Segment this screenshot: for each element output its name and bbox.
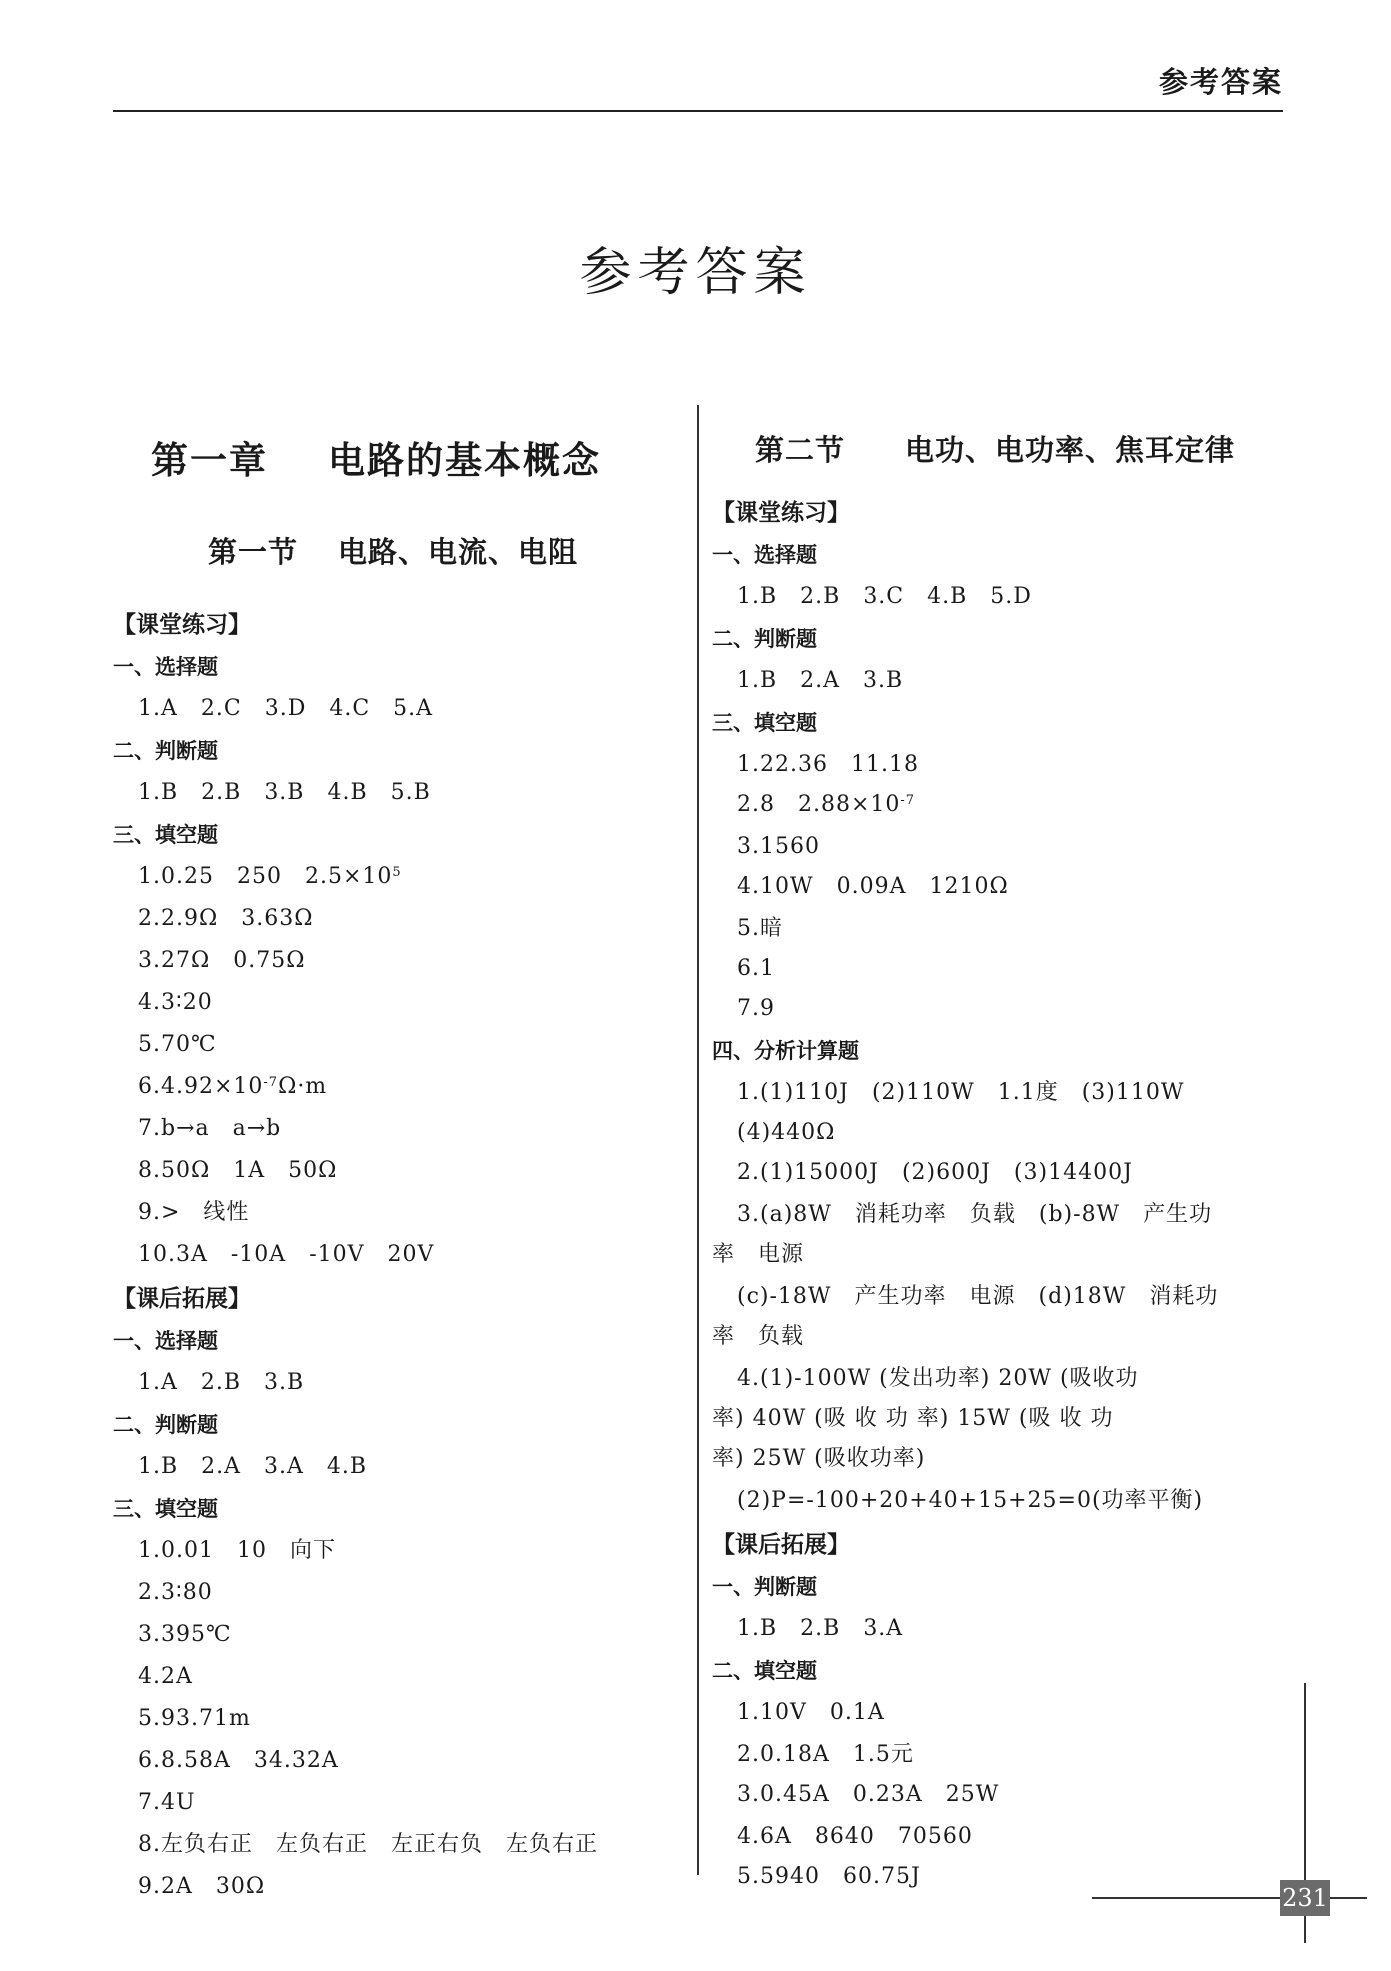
question-type-heading (113, 1410, 673, 1440)
line-text: 1.0.25 250 2.5×10 (138, 864, 393, 889)
answer-line (113, 1452, 673, 1482)
answer-line (712, 1078, 1284, 1108)
line-text: 5.70℃ (138, 1032, 217, 1057)
line-text: 1.B 2.A 3.A 4.B (138, 1454, 368, 1479)
line-text: 7.9 (737, 996, 775, 1021)
answer-line (712, 1118, 1284, 1148)
question-type-heading (113, 820, 673, 850)
answer-line (113, 862, 673, 892)
line-text: 7.b→a a→b (138, 1116, 282, 1141)
answer-line (712, 1200, 1284, 1230)
line-text: 一、选择题 (712, 543, 817, 567)
line-text: 4.2A (138, 1664, 193, 1689)
answer-line (712, 1282, 1284, 1312)
line-text: 三、填空题 (113, 823, 218, 847)
answer-line (113, 1788, 673, 1818)
exponent: -7 (263, 1075, 279, 1090)
line-text: 一、选择题 (113, 655, 218, 679)
exercise-heading (712, 498, 1284, 528)
line-text: 【课后拓展】 (712, 1532, 850, 1558)
answer-line (113, 1578, 673, 1608)
line-text: 四、分析计算题 (712, 1039, 859, 1063)
question-type-heading (712, 1656, 1284, 1686)
page-number: 231 (1280, 1880, 1330, 1916)
line-text: 二、判断题 (712, 627, 817, 651)
line-text: 10.3A -10A -10V 20V (138, 1242, 435, 1267)
exponent: 5 (392, 865, 402, 880)
line-text: 2.0.18A 1.5元 (737, 1742, 914, 1767)
answer-line-continued (712, 1404, 1284, 1434)
answer-line (712, 1822, 1284, 1852)
line-text: 1.B 2.B 3.B 4.B 5.B (138, 780, 431, 805)
answer-line (113, 1030, 673, 1060)
answer-line (113, 1072, 673, 1102)
line-text: 率 电源 (712, 1242, 805, 1267)
answer-line (712, 914, 1284, 944)
line-text: 8.50Ω 1A 50Ω (138, 1158, 338, 1183)
answer-line (712, 994, 1284, 1024)
line-text: 二、判断题 (113, 1413, 218, 1437)
exercise-heading (712, 1530, 1284, 1560)
question-type-heading (113, 652, 673, 682)
line-text: (4)440Ω (737, 1120, 836, 1145)
question-type-heading (712, 708, 1284, 738)
question-type-heading (712, 540, 1284, 570)
line-text: 1.B 2.B 3.C 4.B 5.D (737, 584, 1032, 609)
answer-line (113, 1746, 673, 1776)
answer-line-continued (712, 1322, 1284, 1352)
answer-line (712, 582, 1284, 612)
exercise-heading (113, 610, 673, 640)
line-text: 【课堂练习】 (113, 612, 251, 638)
exercise-heading (113, 1284, 673, 1314)
line-text: 4.10W 0.09A 1210Ω (737, 874, 1009, 899)
line-text: 1.A 2.C 3.D 4.C 5.A (138, 696, 434, 721)
question-type-heading (712, 624, 1284, 654)
line-text: 【课堂练习】 (712, 500, 850, 526)
line-text: 2.3∶80 (138, 1580, 213, 1605)
line-text: 5.93.71m (138, 1706, 251, 1731)
line-text: 三、填空题 (712, 711, 817, 735)
answer-line (113, 1240, 673, 1270)
line-text: 一、选择题 (113, 1329, 218, 1353)
answer-line (113, 1872, 673, 1902)
answer-line (113, 1662, 673, 1692)
answer-line (113, 988, 673, 1018)
line-text: 三、填空题 (113, 1497, 218, 1521)
line-text: 9.> 线性 (138, 1200, 250, 1225)
question-type-heading (113, 1326, 673, 1356)
section-number: 第二节 (755, 433, 846, 467)
line-text: 一、判断题 (712, 1575, 817, 1599)
line-text: 率) 25W (吸收功率) (712, 1446, 926, 1471)
line-text: 4.3∶20 (138, 990, 213, 1015)
answer-line (712, 1614, 1284, 1644)
section-name: 电功、电功率、焦耳定律 (905, 433, 1236, 467)
answer-line (712, 1364, 1284, 1394)
answer-line (113, 1156, 673, 1186)
answer-line (113, 946, 673, 976)
line-text: 1.(1)110J (2)110W 1.1度 (3)110W (737, 1080, 1185, 1105)
answer-line-continued (712, 1240, 1284, 1270)
line-text: 3.0.45A 0.23A 25W (737, 1782, 1000, 1807)
line-text: 4.(1)-100W (发出功率) 20W (吸收功 (737, 1366, 1139, 1391)
line-text: 5.暗 (737, 916, 783, 941)
answer-line-continued (712, 1444, 1284, 1474)
answer-line (113, 1620, 673, 1650)
line-text: 7.4U (138, 1790, 196, 1815)
question-type-heading (712, 1036, 1284, 1066)
answer-line (113, 1704, 673, 1734)
answer-line (113, 778, 673, 808)
line-text: 1.B 2.A 3.B (737, 668, 904, 693)
answer-line (712, 1486, 1284, 1516)
answer-line (712, 750, 1284, 780)
line-text: 5.5940 60.75J (737, 1864, 921, 1889)
line-text: 2.(1)15000J (2)600J (3)14400J (737, 1160, 1133, 1185)
line-text: 1.A 2.B 3.B (138, 1370, 305, 1395)
question-type-heading (712, 1572, 1284, 1602)
answer-line (113, 1830, 673, 1860)
section-heading (755, 428, 1235, 469)
line-text: 1.0.01 10 向下 (138, 1538, 336, 1563)
answer-line (712, 666, 1284, 696)
line-text: 3.27Ω 0.75Ω (138, 948, 306, 973)
line-text: 2.8 2.88×10 (737, 792, 901, 817)
answer-line (712, 1862, 1284, 1892)
answer-line (712, 1780, 1284, 1810)
line-text: (2)P=-100+20+40+15+25=0(功率平衡) (737, 1488, 1204, 1513)
answer-line (712, 954, 1284, 984)
line-text: 3.395℃ (138, 1622, 232, 1647)
column-divider (697, 405, 699, 1875)
line-text: 【课后拓展】 (113, 1286, 251, 1312)
line-text: 9.2A 30Ω (138, 1874, 266, 1899)
line-text: 6.4.92×10 (138, 1074, 264, 1099)
line-text: 3.1560 (737, 834, 820, 859)
answer-line (113, 1198, 673, 1228)
exponent: -7 (900, 793, 916, 808)
chapter-name: 电路的基本概念 (328, 439, 601, 482)
answer-line (113, 904, 673, 934)
question-type-heading (113, 736, 673, 766)
main-title: 参考答案 (579, 243, 812, 303)
line-text: 二、判断题 (113, 739, 218, 763)
line-text: 2.2.9Ω 3.63Ω (138, 906, 314, 931)
line-text: 1.22.36 11.18 (737, 752, 919, 777)
question-type-heading (113, 1494, 673, 1524)
answer-line (712, 1698, 1284, 1728)
answer-line (113, 1536, 673, 1566)
line-text: 1.10V 0.1A (737, 1700, 885, 1725)
answer-line (712, 832, 1284, 862)
line-text: 8.左负右正 左负右正 左正右负 左负右正 (138, 1832, 598, 1857)
answer-line (712, 1740, 1284, 1770)
chapter-number: 第一章 (151, 439, 268, 482)
answer-line (712, 790, 1284, 820)
line-text: 6.1 (737, 956, 775, 981)
line-text: 1.B 2.B 3.A (737, 1616, 904, 1641)
header-rule (113, 110, 1283, 112)
line-text: 率 负载 (712, 1324, 805, 1349)
line-text: 率) 40W (吸 收 功 率) 15W (吸 收 功 (712, 1406, 1114, 1431)
answer-line (712, 872, 1284, 902)
line-text: 4.6A 8640 70560 (737, 1824, 973, 1849)
line-text: 二、填空题 (712, 1659, 817, 1683)
page-header-title: 参考答案 (1158, 65, 1283, 99)
answer-line (113, 1368, 673, 1398)
line-text: (c)-18W 产生功率 电源 (d)18W 消耗功 (737, 1284, 1219, 1309)
line-text: 3.(a)8W 消耗功率 负载 (b)-8W 产生功 (737, 1202, 1213, 1227)
line-text: 6.8.58A 34.32A (138, 1748, 339, 1773)
answer-line (113, 694, 673, 724)
answer-line (113, 1114, 673, 1144)
chapter-heading (151, 430, 601, 484)
line-text-suffix: Ω·m (278, 1074, 328, 1099)
section-name: 电路、电流、电阻 (338, 535, 579, 569)
answer-line (712, 1158, 1284, 1188)
section-number: 第一节 (208, 535, 299, 569)
section-heading (208, 530, 578, 571)
